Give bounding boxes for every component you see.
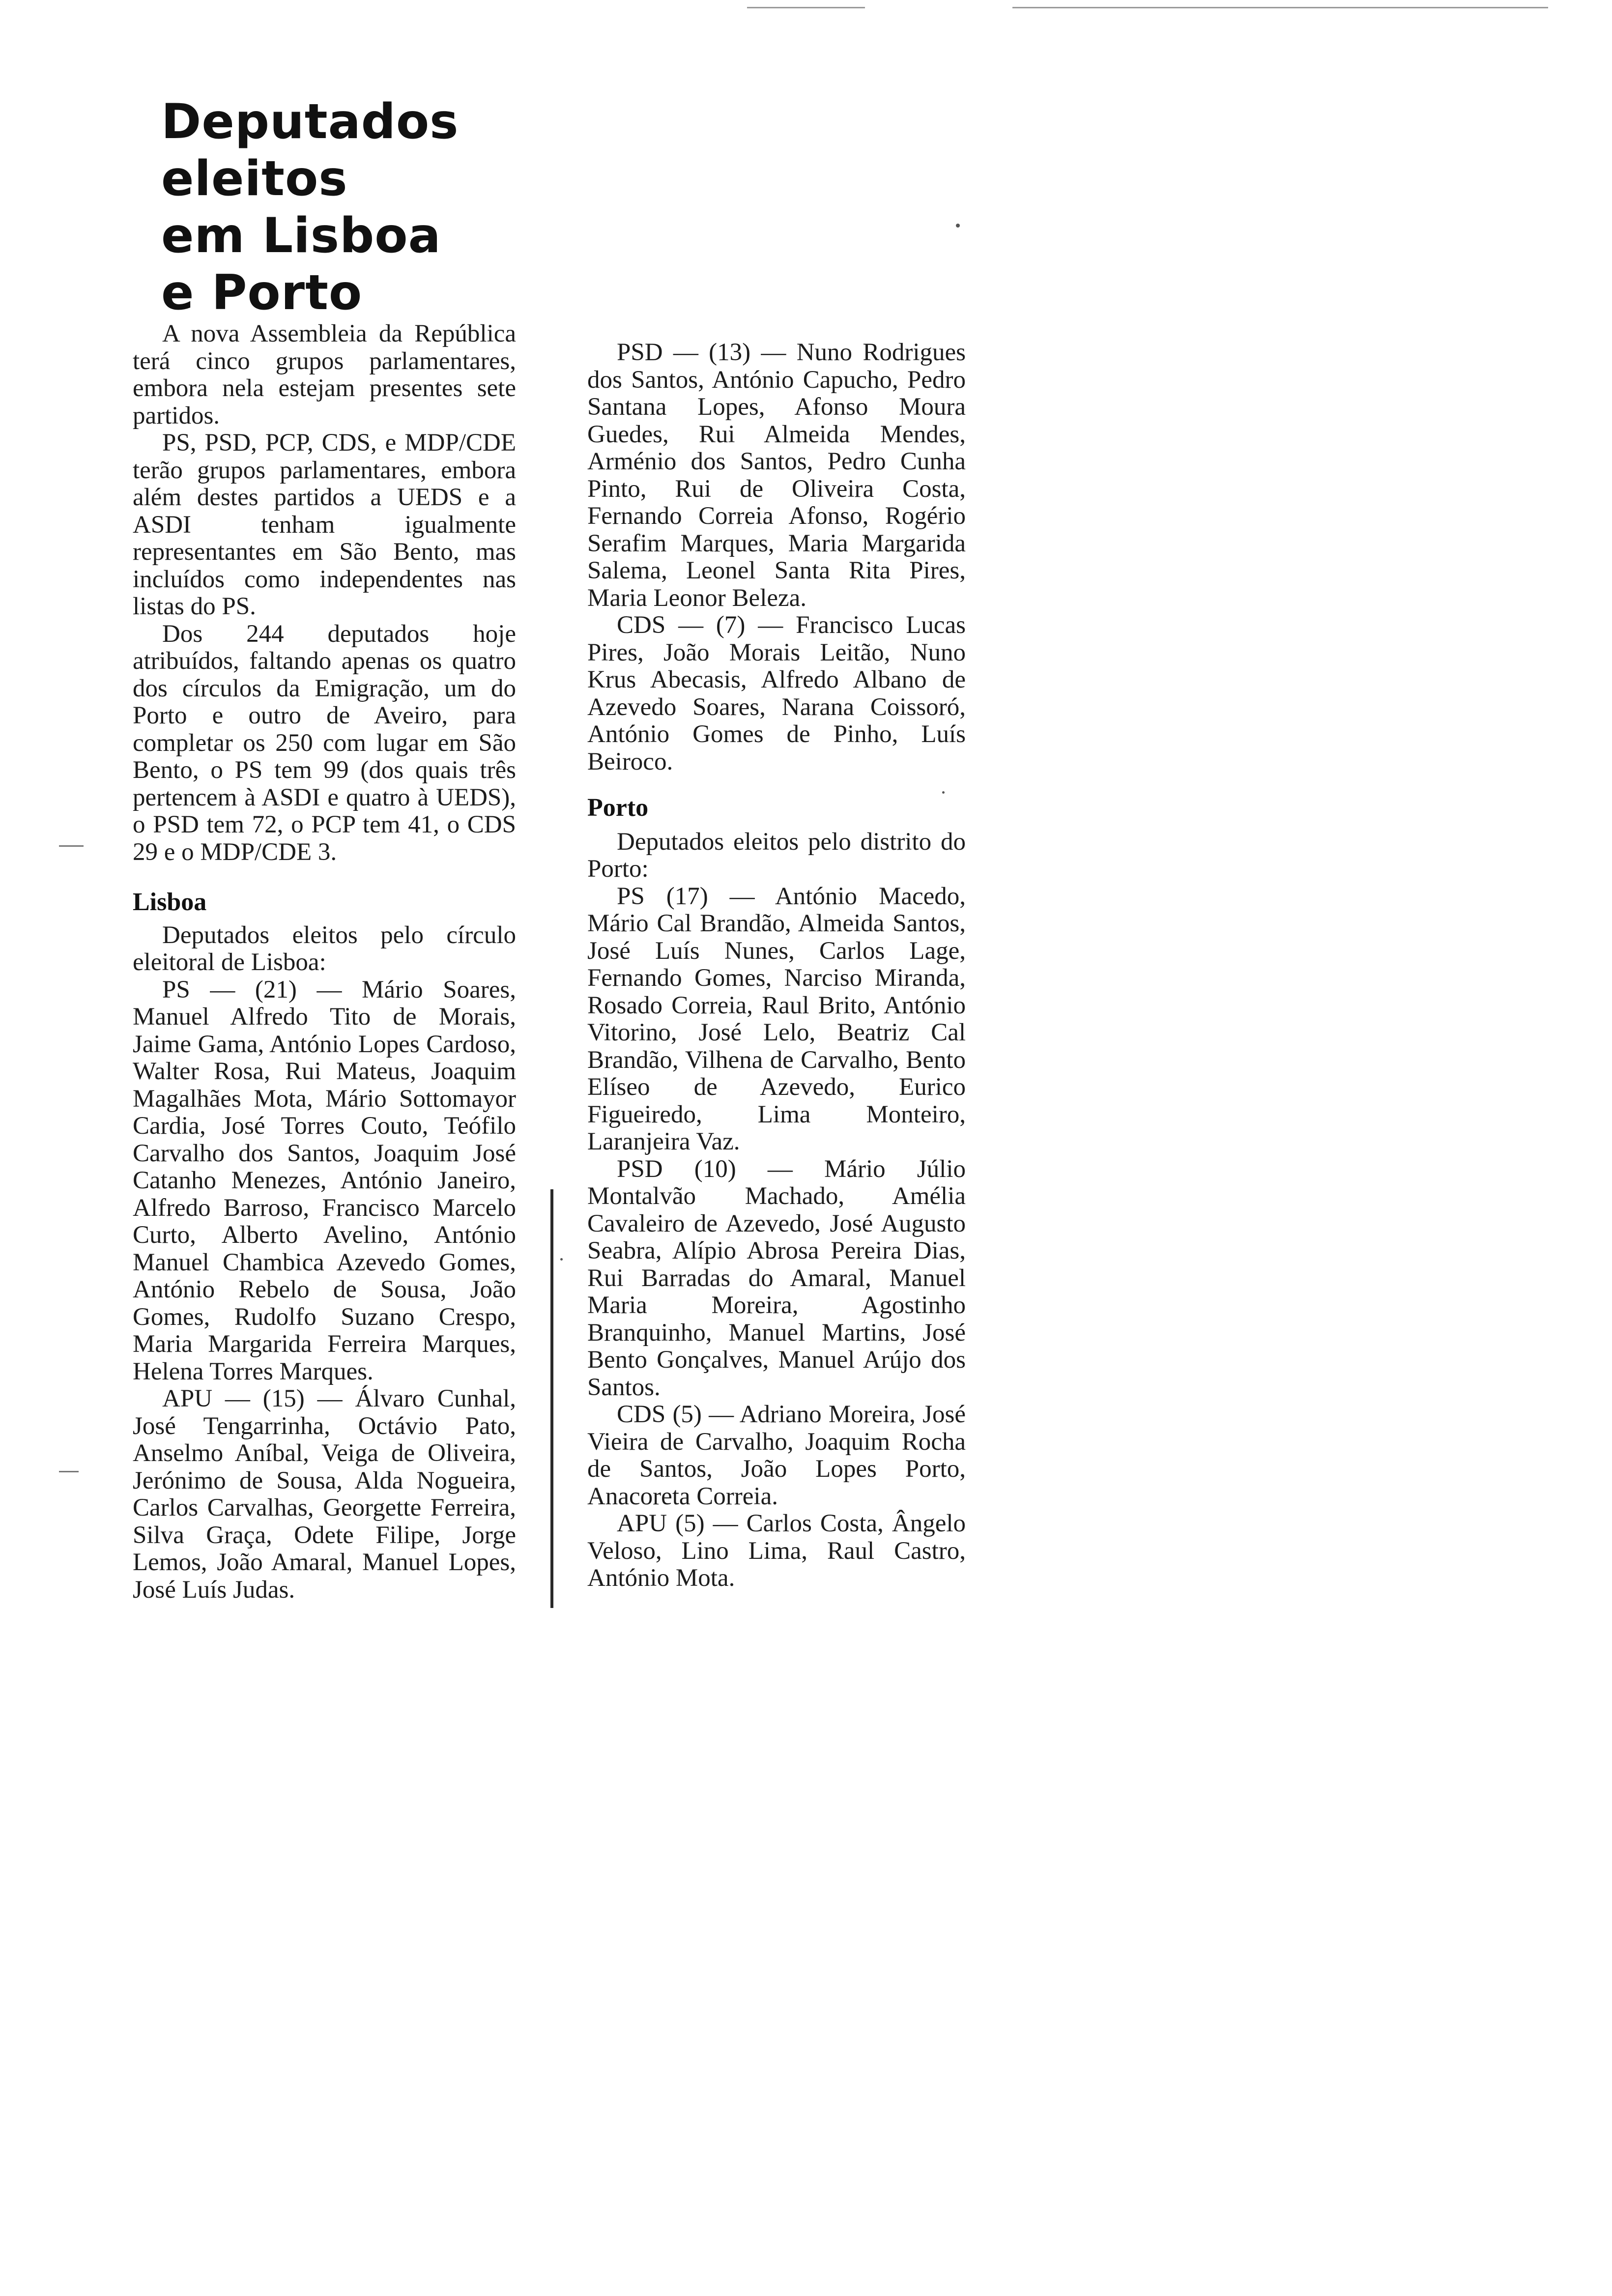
article-column-right [587, 339, 966, 1592]
lisboa-cds-list: CDS — (7) — Francisco Lucas Pires, João Morais Leitão, Nuno Krus Abecasis, Alfredo Albano de Azevedo Soares, Narana Coissoró, António Gomes de Pinho, Luís Beiroco. [587, 611, 966, 775]
lisboa-apu-list: APU — (15) — Álvaro Cunhal, José Tengarrinha, Octávio Pato, Anselmo Aníbal, Veiga de Oliveira, Jerónimo de Sousa, Alda Nogueira, Carlos Carvalhas, Georgette Ferreira, Silva Graça, Odete Filipe, Jorge Lemos, João Amaral, Manuel Lopes, José Luís Judas. [133, 1385, 516, 1604]
headline-line: Deputados [161, 94, 459, 150]
porto-apu-list: APU (5) — Carlos Costa, Ângelo Veloso, Lino Lima, Raul Castro, António Mota. [587, 1510, 966, 1592]
porto-psd-list: PSD (10) — Mário Júlio Montalvão Machado, Amélia Cavaleiro de Azevedo, José Augusto Seabra, Alípio Abrosa Pereira Dias, Rui Barradas do Amaral, Manuel Maria Moreira, Agostinho Branquinho, Manuel Martins, José Bento Gonçalves, Manuel Arújo dos Santos. [587, 1155, 966, 1401]
scan-speck [956, 224, 960, 228]
column-divider [550, 1189, 553, 1608]
headline-line: eleitos [161, 151, 348, 207]
lisboa-ps-list: PS — (21) — Mário Soares, Manuel Alfredo Tito de Morais, Jaime Gama, António Lopes Cardoso, Walter Rosa, Rui Mateus, Joaquim Magalhães Mota, Mário Sottomayor Cardia, José Torres Couto, Teófilo Carvalho dos Santos, Joaquim José Catanho Menezes, António Janeiro, Alfredo Barroso, Francisco Marcelo Curto, Alberto Avelino, António Manuel Chambica Azevedo Gomes, António Rebelo de Sousa, João Gomes, Rudolfo Suzano Crespo, Maria Margarida Ferreira Marques, Helena Torres Marques. [133, 976, 516, 1385]
lisboa-intro: Deputados eleitos pelo círculo eleitoral de Lisboa: [133, 921, 516, 976]
intro-paragraph: Dos 244 deputados hoje atribuídos, faltando apenas os quatro dos círculos da Emigração, um do Porto e outro de Aveiro, para completar os 250 com lugar em São Bento, o PS tem 99 (dos quais três pertencem à ASDI e quatro à UEDS), o PSD tem 72, o PCP tem 41, o CDS 29 e o MDP/CDE 3. [133, 620, 516, 866]
porto-ps-list: PS (17) — António Macedo, Mário Cal Brandão, Almeida Santos, José Luís Nunes, Carlos Lage, Fernando Gomes, Narciso Miranda, Rosado Correia, Raul Brito, António Vitorino, José Lelo, Beatriz Cal Brandão, Vilhena de Carvalho, Bento Elíseo de Azevedo, Eurico Figueiredo, Lima Monteiro, Laranjeira Vaz. [587, 882, 966, 1155]
scan-edge-line [747, 7, 865, 8]
porto-cds-list: CDS (5) — Adriano Moreira, José Vieira de Carvalho, Joaquim Rocha de Santos, João Lopes Porto, Anacoreta Correia. [587, 1401, 966, 1510]
scan-speck [560, 1258, 563, 1261]
lisboa-psd-list: PSD — (13) — Nuno Rodrigues dos Santos, António Capucho, Pedro Santana Lopes, Afonso Moura Guedes, Rui Almeida Mendes, Arménio dos Santos, Pedro Cunha Pinto, Rui de Oliveira Costa, Fernando Correia Afonso, Rogério Serafim Marques, Maria Margarida Salema, Leonel Santa Rita Pires, Maria Leonor Beleza. [587, 339, 966, 612]
scan-edge-line [1012, 7, 1548, 8]
intro-paragraph: PS, PSD, PCP, CDS, e MDP/CDE terão grupos parlamentares, embora além destes partidos a UEDS e a ASDI tenham igualmente representantes em São Bento, mas incluídos como independentes nas listas do PS. [133, 429, 516, 620]
section-heading-porto: Porto [587, 794, 649, 822]
scan-mark [59, 1471, 79, 1472]
article-column-left [133, 320, 516, 1604]
porto-intro: Deputados eleitos pelo distrito do Porto: [587, 828, 966, 883]
section-heading-lisboa: Lisboa [133, 888, 207, 916]
headline-line: e Porto [161, 265, 363, 321]
scan-mark [59, 845, 84, 847]
article-headline [161, 93, 459, 321]
intro-paragraph: A nova Assembleia da República terá cinco grupos parlamentares, embora nela estejam presentes sete partidos. [133, 320, 516, 430]
headline-line: em Lisboa [161, 208, 441, 264]
